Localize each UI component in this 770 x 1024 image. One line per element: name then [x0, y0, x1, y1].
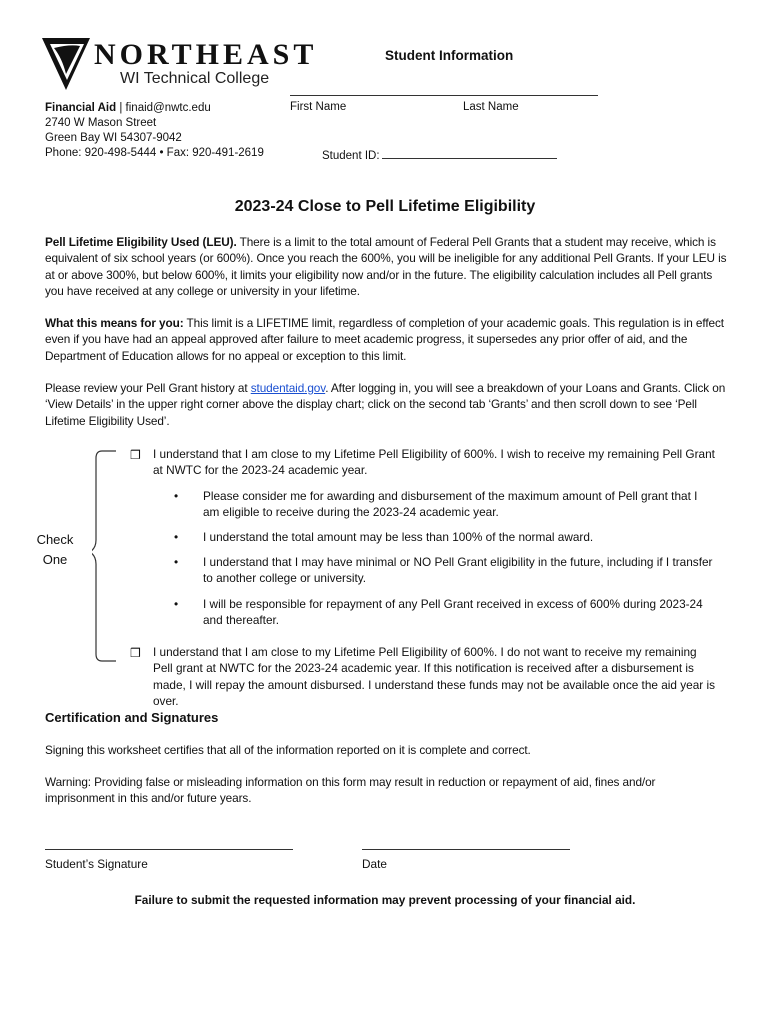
- certification-statement: Signing this worksheet certifies that all of the information reported on it is complete and correct.: [45, 743, 531, 757]
- review-text-before: Please review your Pell Grant history at: [45, 381, 251, 395]
- list-item: [174, 488, 714, 522]
- leu-heading: Pell Lifetime Eligibility Used (LEU).: [45, 235, 237, 249]
- bullet-icon: •: [174, 597, 179, 611]
- choice-bracket-icon: [92, 450, 118, 662]
- option-2-text: I understand that I am close to my Lifetime Pell Eligibility of 600%. I do not want to receive my remaining Pell grant at NWTC for the 2023-24 academic year. If this notification is received after a disbursement is made, I will repay the amount disbursed. I understand these funds may not be available once the aid year is over.: [153, 645, 715, 709]
- student-information-title: Student Information: [385, 48, 514, 63]
- bullet-text: Please consider me for awarding and disbursement of the maximum amount of Pell grant that I am eligible to receive during the 2023-24 academic year.: [203, 489, 698, 520]
- leu-text: There is a limit to the total amount of Federal Pell Grants that a student may receive, which is equivalent of six school years (or 600%). Once you reach the 600%, you will be ineligible for any additional Pell Grants. If your LEU is at or above 300%, but below 600%, it limits your eligibility now and/or in the future. The eligibility calculation includes all Pell grants you have received at any college or university in your lifetime.: [45, 235, 727, 299]
- student-id-field: [322, 147, 557, 162]
- name-field-line[interactable]: [290, 95, 598, 96]
- certification-warning: Warning: Providing false or misleading information on this form may result in reduction or repayment of aid, fines and/or imprisonment in this and/or future years.: [45, 775, 656, 806]
- bullet-text: I understand the total amount may be less than 100% of the normal award.: [203, 530, 594, 544]
- review-text-after: . After logging in, you will see a breakdown of your Loans and Grants. Click on ‘View Details’ in the upper right corner above the display chart; click on the second tab ‘Grants’ and then scroll down to see ‘Pell Lifetime Eligibility Used’.: [45, 381, 726, 428]
- student-signature-line[interactable]: [45, 849, 293, 850]
- list-item: [174, 554, 714, 588]
- check-label-line-2: One: [42, 552, 68, 567]
- means-heading: What this means for you:: [45, 316, 184, 330]
- means-text: This limit is a LIFETIME limit, regardless of completion of your academic goals. This regulation is in effect even if you have had an appeal approved after failure to meet academic progress, it supersedes any prior offer of aid, and the Department of Education allows for no appeal or exception to this limit.: [45, 316, 724, 363]
- option-receive-pell[interactable]: [130, 446, 720, 480]
- footer-notice: Failure to submit the requested information may prevent processing of your financial aid.: [134, 893, 636, 907]
- contact-separator: |: [119, 102, 123, 114]
- leu-paragraph: [45, 234, 727, 300]
- date-line[interactable]: [362, 849, 570, 850]
- student-id-label: Student ID:: [322, 150, 380, 162]
- option-1-text: I understand that I am close to my Lifetime Pell Eligibility of 600%. I wish to receive my remaining Pell Grant at NWTC for the 2023-24 academic year.: [153, 447, 715, 478]
- certification-heading: Certification and Signatures: [45, 710, 219, 725]
- bullet-text: I understand that I may have minimal or NO Pell Grant eligibility in the future, including if I transfer to another college or university.: [203, 555, 713, 586]
- last-name-label: Last Name: [463, 101, 519, 113]
- date-label: Date: [362, 857, 387, 871]
- checkbox-option-2-icon[interactable]: ❒: [130, 646, 141, 660]
- studentaid-link[interactable]: studentaid.gov: [250, 381, 326, 395]
- bullet-icon: •: [174, 530, 179, 544]
- bullet-text: I will be responsible for repayment of any Pell Grant received in excess of 600% during 2023-24 and thereafter.: [203, 597, 703, 628]
- contact-line-dept: [45, 101, 305, 116]
- list-item: [174, 529, 714, 547]
- means-paragraph: [45, 315, 727, 364]
- page-title: 2023-24 Close to Pell Lifetime Eligibility: [234, 198, 536, 215]
- contact-block: [45, 101, 305, 161]
- checkbox-option-1-icon[interactable]: ❒: [130, 448, 141, 462]
- list-item: [174, 596, 714, 630]
- logo-subtitle: WI Technical College: [120, 70, 270, 87]
- option-decline-pell[interactable]: [130, 644, 720, 709]
- student-id-input-line[interactable]: [382, 147, 557, 159]
- student-signature-label: Student’s Signature: [45, 857, 148, 871]
- logo-wordmark: NORTHEAST: [94, 38, 318, 71]
- bullet-icon: •: [174, 489, 179, 503]
- department-name: Financial Aid: [45, 102, 117, 114]
- check-label-line-1: Check: [36, 532, 74, 547]
- contact-street: 2740 W Mason Street: [45, 117, 157, 129]
- check-one-label: [36, 530, 74, 570]
- first-name-label: First Name: [290, 101, 347, 113]
- review-paragraph: [45, 380, 727, 429]
- contact-city: Green Bay WI 54307-9042: [45, 132, 182, 144]
- contact-email[interactable]: finaid@nwtc.edu: [125, 102, 211, 114]
- contact-phone-fax: Phone: 920-498-5444 • Fax: 920-491-2619: [45, 147, 264, 159]
- bullet-icon: •: [174, 555, 179, 569]
- arrowhead-logo-icon: [40, 34, 92, 92]
